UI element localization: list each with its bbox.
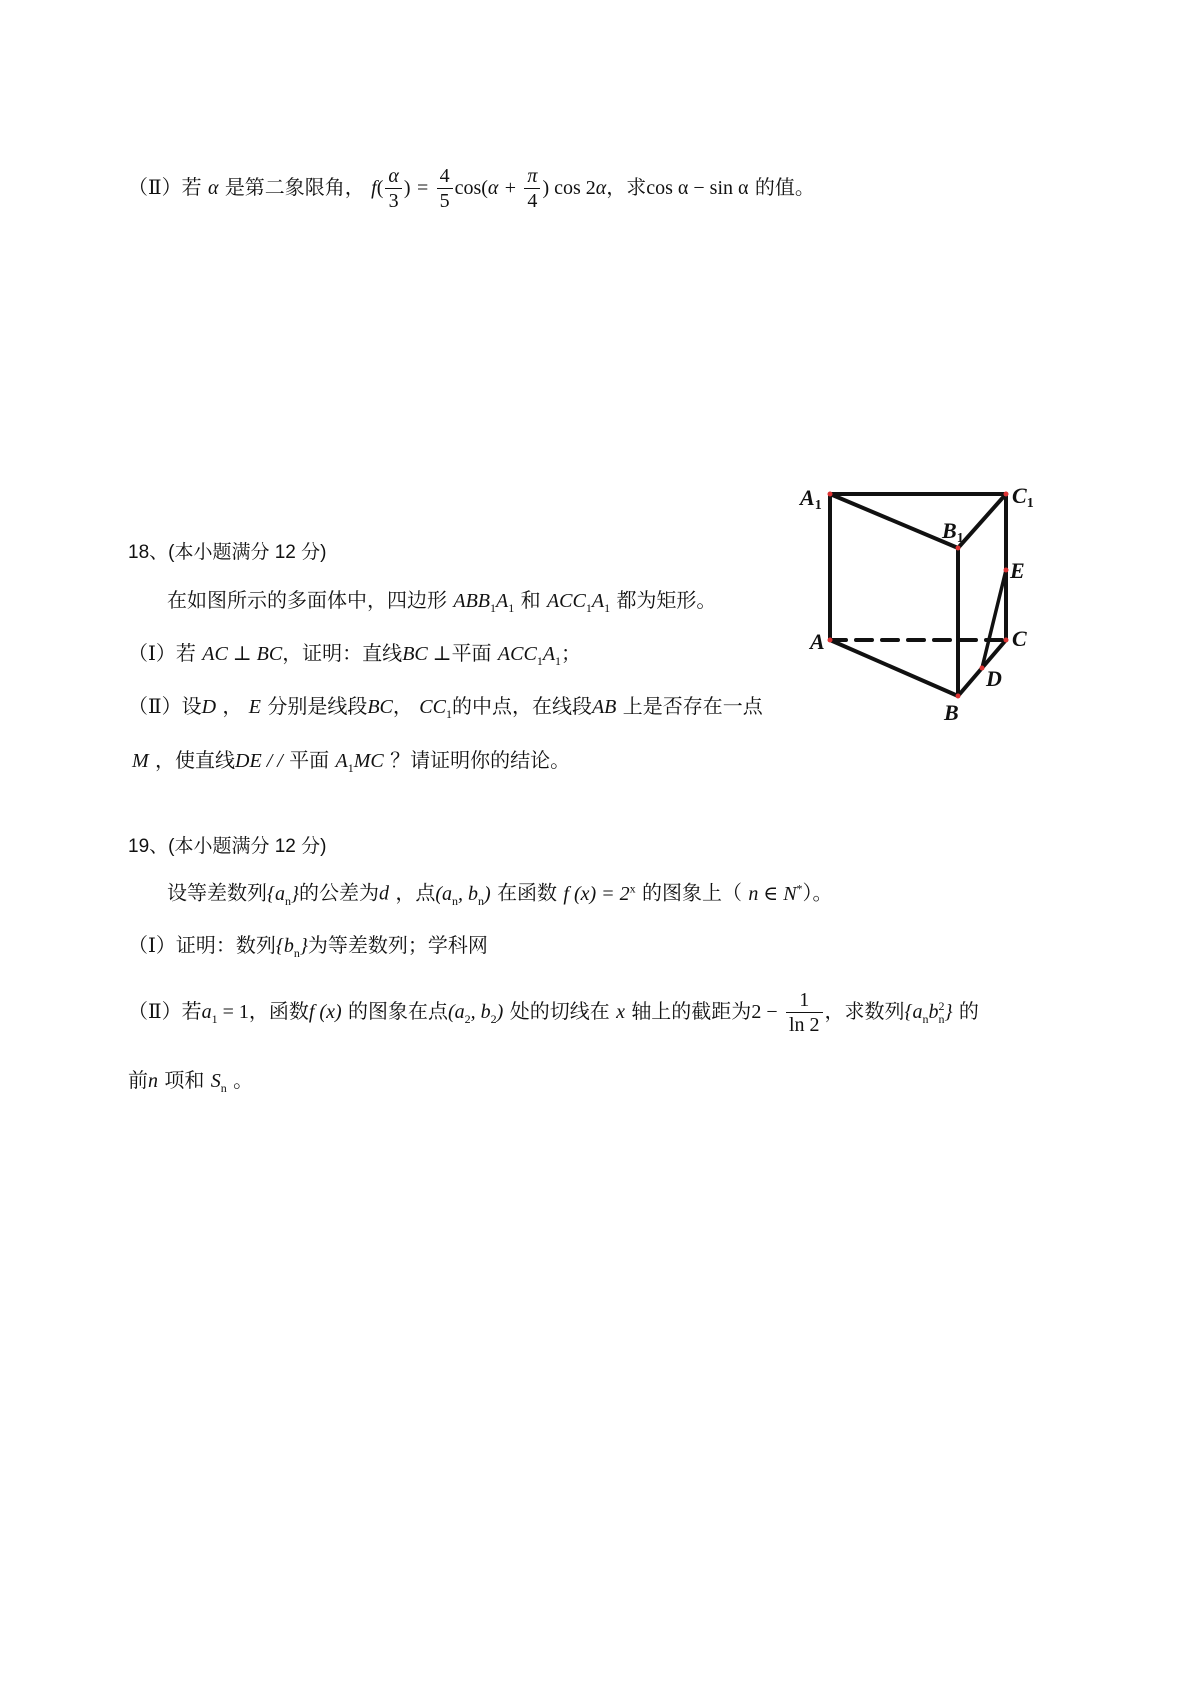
label-c: C [1012,626,1027,651]
frac-1-over-ln2: $\frac{1}{\ln 2}$ [786,988,823,1037]
label-d: D [986,666,1002,691]
q19-part1: （Ⅰ）证明：数列$\{b_n\}$为等差数列；学科网 [128,933,488,960]
vertex-a1 [828,492,833,497]
q19-part2-cont: 前n 项和 $S_n$ 。 [128,1068,254,1095]
vertex-c [1004,638,1009,643]
edge-b1-c1 [958,494,1006,548]
edge-a1-b1 [830,494,958,548]
q18-part2: （Ⅱ）设D ， E 分别是线段BC， $CC_1$的中点，在线段AB 上是否存在一点 [128,694,763,721]
q18-intro: 在如图所示的多面体中，四边形 $ABB_1A_1$ 和 $ACC_1A_1$ 都为矩形。 [167,588,717,615]
q18-part2-cont: M ，使直线DE / / 平面 $A_1MC$ ？请证明你的结论。 [132,748,571,775]
frac-pi-over-4: $\frac{\pi}{4}$ [524,164,540,213]
vertex-e [1004,568,1009,573]
vertex-c1 [1004,492,1009,497]
label-a: A [810,629,825,654]
label-a1: A1 [800,485,822,513]
vertex-d [980,666,985,671]
q19-heading: 19、(本小题满分 12 分) [128,836,327,857]
label-e: E [1010,558,1025,583]
prism-figure [790,470,1060,740]
vertex-b1 [956,546,961,551]
frac-alpha-over-3: $\frac{\alpha}{3}$ [385,164,402,213]
label-c1: C1 [1012,483,1034,511]
label-b: B [944,700,959,725]
label-b1: B1 [942,518,964,546]
q19-intro: 设等差数列$\{a_n\}$的公差为d ，点($a_n$, $b_n$) 在函数 f $(x) = 2^x$ 的图象上（ n ∈ N*）。 [167,880,833,908]
vertex-b [956,694,961,699]
edge-a-b [830,640,958,696]
frac-4-over-5: $\frac{4}{5}$ [437,164,453,213]
vertex-a [828,638,833,643]
q19-part2: （Ⅱ）若$a_1 = 1$，函数f (x) 的图象在点($a_2$, $b_2$) 处的切线在 x 轴上的截距为2 − $\frac{1}{\ln 2}$ ，求数列$\{a_nb_n^2\}$ 的 [128,989,979,1036]
q17-part2: （Ⅱ）若 α 是第二象限角， f( $\frac{\alpha}{3}$ ) = $\frac{4}{5}$ cos(α + $\frac{\pi}{4}$ ) cos 2α，求cos α − sin α 的值。 [128,165,815,212]
q18-part1: （Ⅰ）若 AC ⊥ BC，证明：直线BC ⊥平面 $ACC_1A_1$； [128,641,582,668]
q18-heading: 18、(本小题满分 12 分) [128,542,327,563]
